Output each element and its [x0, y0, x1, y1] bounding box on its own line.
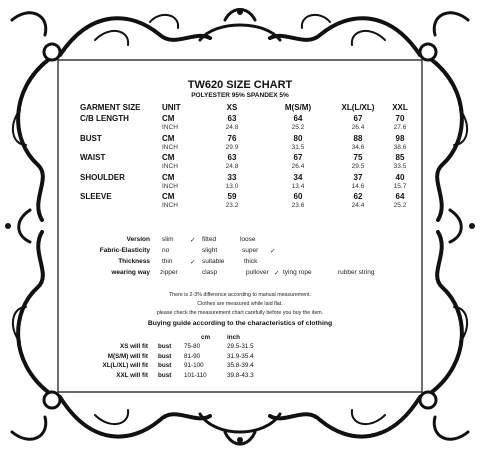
value-cm: 40	[395, 172, 405, 182]
unit-inch: INCH	[162, 182, 178, 190]
unit-inch: INCH	[162, 124, 178, 131]
value-cm: 34	[293, 172, 303, 182]
value-cm: 67	[293, 153, 303, 162]
attr-option: rubber string	[338, 269, 375, 276]
value-inch: 27.6	[393, 124, 407, 131]
row-label-c-b-length: C/B LENGTH	[80, 114, 129, 123]
value-cm: 70	[395, 114, 405, 123]
value-inch: 24.4	[351, 202, 365, 209]
guide-range-inch: 29.5-31.5	[227, 343, 254, 350]
value-inch: 24.8	[225, 163, 239, 170]
row-label-bust: BUST	[80, 133, 102, 143]
check-mark-icon: ✓	[190, 237, 196, 244]
note-measurement-diff: There is 2-3% difference according to manual measurement.	[168, 292, 312, 298]
check-mark-icon: ✓	[190, 259, 196, 266]
value-inch: 25.2	[291, 124, 305, 131]
note-laid-flat: Clothes are measured while laid flat.	[197, 301, 283, 307]
value-cm: 98	[395, 133, 405, 143]
value-inch: 15.7	[393, 182, 407, 190]
guide-size-label: M(S/M) will fit	[107, 352, 148, 360]
note-check-chart: please check the measurement chart carefully before you buy the item.	[156, 310, 324, 316]
value-cm: 63	[227, 114, 237, 123]
attr-option: clasp	[202, 269, 218, 276]
guide-range-cm: 75-80	[184, 343, 201, 350]
attr-option: tying rope	[283, 269, 312, 276]
guide-body-part: bust	[158, 371, 172, 379]
value-cm: 59	[227, 192, 237, 201]
guide-size-label: XXL will fit	[116, 371, 148, 379]
attr-option: no	[162, 247, 170, 254]
value-cm: 76	[227, 133, 237, 143]
attr-label-version: Version	[126, 236, 150, 243]
header-size-xxl: XXL	[392, 103, 408, 112]
buying-guide-title: Buying guide according to the characteristics of clothing	[147, 320, 333, 327]
header-size-m: M(S/M)	[284, 103, 312, 112]
guide-range-cm: 91-100	[184, 362, 204, 369]
value-inch: 29.5	[351, 163, 365, 170]
value-cm: 80	[293, 133, 303, 143]
unit-cm: CM	[162, 172, 175, 182]
value-cm: 88	[353, 133, 363, 143]
check-mark-icon: ✓	[270, 248, 276, 255]
row-label-waist: WAIST	[80, 153, 106, 162]
guide-range-inch: 31.9-35.4	[227, 352, 254, 360]
value-inch: 26.4	[291, 163, 305, 170]
value-cm: 85	[395, 153, 405, 162]
guide-body-part: bust	[158, 352, 172, 360]
value-cm: 62	[353, 192, 363, 201]
value-inch: 23.6	[291, 202, 305, 209]
attr-option: suitable	[202, 258, 225, 265]
value-inch: 31.5	[291, 143, 305, 151]
unit-cm: CM	[162, 133, 175, 143]
value-inch: 34.6	[351, 143, 365, 151]
value-cm: 64	[293, 114, 303, 123]
value-inch: 33.5	[393, 163, 407, 170]
attr-option: thick	[244, 258, 258, 265]
guide-body-part: bust	[158, 362, 172, 369]
row-label-sleeve: SLEEVE	[80, 192, 112, 201]
value-cm: 64	[395, 192, 405, 201]
value-inch: 29.9	[225, 143, 239, 151]
attr-option: super	[242, 247, 259, 254]
guide-col-inch: inch	[227, 334, 240, 341]
value-inch: 23.2	[225, 202, 239, 209]
attr-label-fabric-elasticity: Fabric-Elasticity	[99, 247, 150, 254]
guide-size-label: XL(L/XL) will fit	[102, 362, 148, 369]
value-inch: 38.6	[393, 143, 407, 151]
value-inch: 13.0	[225, 182, 239, 190]
header-unit: UNIT	[162, 103, 181, 112]
attr-label-thickness: Thickness	[118, 258, 150, 265]
check-mark-icon: ✓	[274, 270, 280, 277]
fabric-composition: POLYESTER 95% SPANDEX 5%	[191, 92, 289, 99]
value-inch: 13.4	[291, 182, 305, 190]
page-title: TW620 SIZE CHART	[187, 79, 293, 91]
attr-option: pullover	[246, 269, 269, 276]
value-inch: 24.8	[225, 124, 239, 131]
guide-col-cm: cm	[201, 334, 211, 341]
unit-cm: CM	[162, 153, 175, 162]
header-size-xs: XS	[226, 103, 238, 112]
row-label-shoulder: SHOULDER	[80, 172, 125, 182]
value-cm: 63	[227, 153, 237, 162]
value-cm: 60	[293, 192, 303, 201]
attr-option: zipper	[160, 269, 178, 276]
attr-option: slim	[162, 236, 174, 243]
guide-body-part: bust	[158, 343, 172, 350]
guide-range-cm: 101-110	[184, 371, 207, 379]
guide-range-inch: 39.8-43.3	[227, 371, 254, 379]
attr-option: thin	[162, 258, 173, 265]
guide-range-inch: 35.8-39.4	[227, 362, 254, 369]
value-cm: 33	[227, 172, 237, 182]
header-garment-size: GARMENT SIZE	[80, 103, 141, 112]
unit-inch: INCH	[162, 163, 178, 170]
attr-option: fitted	[202, 236, 217, 243]
guide-range-cm: 81-90	[184, 352, 201, 360]
attr-option: slight	[202, 247, 218, 254]
value-inch: 14.6	[351, 182, 365, 190]
header-size-xl: XL(L/XL)	[341, 103, 375, 112]
value-cm: 67	[353, 114, 363, 123]
attr-option: loose	[240, 236, 256, 243]
value-inch: 25.2	[393, 202, 407, 209]
unit-cm: CM	[162, 192, 175, 201]
attr-label-wearing-way: wearing way	[111, 269, 150, 276]
unit-inch: INCH	[162, 202, 178, 209]
value-inch: 26.4	[351, 124, 365, 131]
unit-inch: INCH	[162, 143, 178, 151]
value-cm: 37	[353, 172, 363, 182]
value-cm: 75	[353, 153, 363, 162]
unit-cm: CM	[162, 114, 175, 123]
guide-size-label: XS will fit	[120, 343, 148, 350]
